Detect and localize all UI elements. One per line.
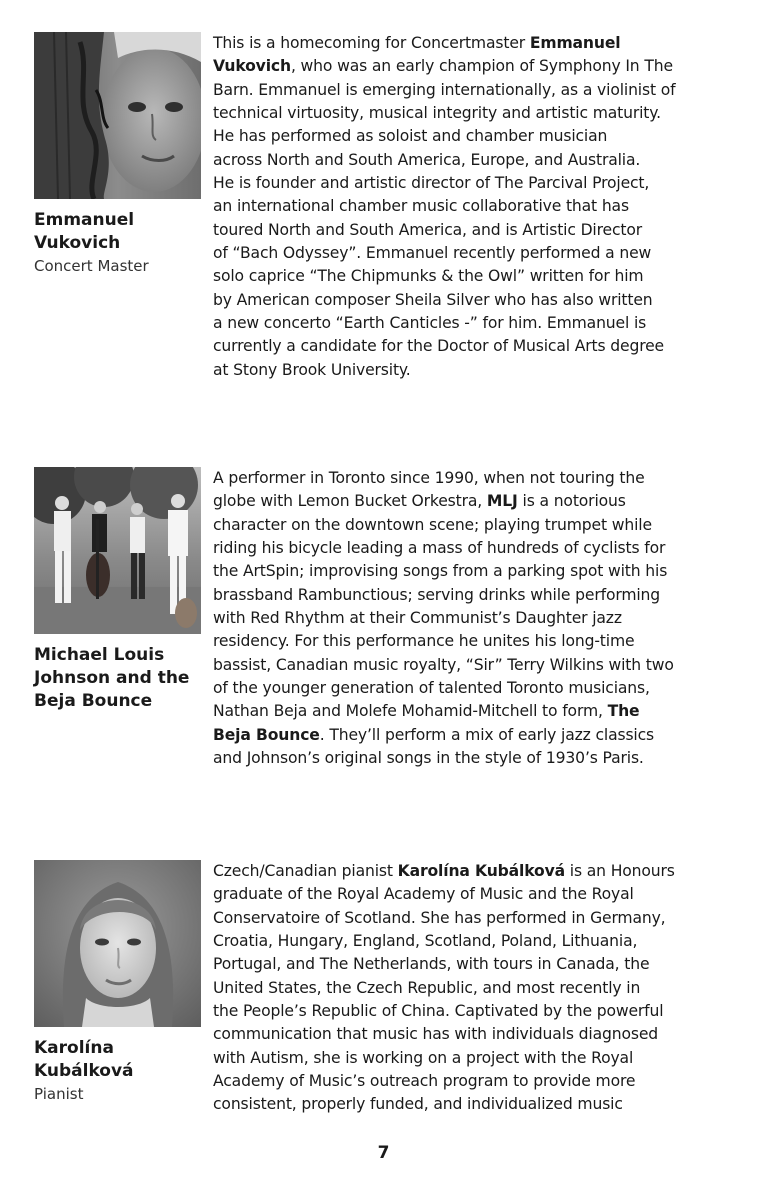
- bio-caption: [34, 644, 204, 713]
- performer-role: Pianist: [34, 1085, 84, 1103]
- bio-caption: [34, 1037, 204, 1105]
- bio-text: [213, 32, 725, 382]
- bio-text-line: of the younger generation of talented Toronto musicians,: [213, 679, 650, 698]
- bio-text-line: brassband Rambunctious; serving drinks while performing: [213, 585, 661, 604]
- page-number: 7: [377, 1143, 390, 1163]
- bio-text-line: character on the downtown scene; playing trumpet while: [213, 515, 652, 534]
- performer-name-line: Karolína: [34, 1038, 114, 1058]
- bold-name-text: Karolína Kubálková: [397, 862, 565, 880]
- bold-name-text: MLJ: [486, 492, 518, 511]
- bio-text-line: an international chamber music collaborative that has: [213, 197, 629, 216]
- bio-text: [213, 860, 725, 1117]
- performer-name-line: Vukovich: [34, 233, 121, 253]
- bold-name-text: Emmanuel: [529, 34, 621, 52]
- bio-text-line: Nathan Beja and Molefe Mohamid-Mitchell to form, The: [213, 702, 640, 721]
- bio-text-line: solo caprice “The Chipmunks & the Owl” written for him: [213, 267, 644, 286]
- bio-text-line: Academy of Music’s outreach program to provide more: [213, 1072, 636, 1091]
- bio-text-line: bassist, Canadian music royalty, “Sir” Terry Wilkins with two: [213, 655, 674, 674]
- bio-text-line: He has performed as soloist and chamber musician: [213, 127, 608, 146]
- bio-text-line: at Stony Brook University.: [213, 360, 411, 379]
- bio-text-line: across North and South America, Europe, and Australia.: [213, 150, 641, 169]
- bio-text-line: by American composer Sheila Silver who has also written: [213, 290, 653, 309]
- bio-text-line: Barn. Emmanuel is emerging internationally, as a violinist of: [213, 80, 676, 99]
- bio-text-line: and Johnson’s original songs in the style of 1930’s Paris.: [213, 749, 644, 768]
- bio-text-line: with Red Rhythm at their Communist’s Daughter jazz: [213, 609, 622, 628]
- bio-text-line: He is founder and artistic director of The Parcival Project,: [213, 174, 650, 193]
- bio-text-line: a new concerto “Earth Canticles -” for him. Emmanuel is: [213, 314, 647, 333]
- bio-text-line: Conservatoire of Scotland. She has performed in Germany,: [213, 908, 666, 927]
- bio-text-line: globe with Lemon Bucket Orkestra, MLJ is a notorious: [213, 492, 626, 511]
- bio-text-line: technical virtuosity, musical integrity and artistic maturity.: [213, 104, 661, 123]
- bio-text-line: communication that music has with individuals diagnosed: [213, 1025, 659, 1044]
- bio-text-line: Vukovich, who was an early champion of Symphony In The: [213, 57, 673, 76]
- bold-name-text: The: [607, 702, 640, 721]
- bio-text-line: consistent, properly funded, and individualized music: [213, 1095, 623, 1114]
- bio-text-line: This is a homecoming for Concertmaster Emmanuel: [213, 34, 621, 52]
- band-group-photo: [34, 467, 201, 634]
- bio-caption: [34, 209, 204, 277]
- bio-text-line: toured North and South America, and is Artistic Director: [213, 220, 643, 239]
- performer-name-line: Beja Bounce: [34, 691, 153, 711]
- bio-text-line: Beja Bounce. They’ll perform a mix of early jazz classics: [213, 725, 655, 744]
- performer-role: Concert Master: [34, 257, 149, 275]
- bio-text-line: United States, the Czech Republic, and most recently in: [213, 978, 641, 997]
- bio-text-line: riding his bicycle leading a mass of hundreds of cyclists for: [213, 539, 666, 558]
- bio-text-line: A performer in Toronto since 1990, when not touring the: [213, 469, 645, 487]
- bio-text-line: currently a candidate for the Doctor of Musical Arts degree: [213, 337, 665, 356]
- performer-name-line: Johnson and the: [34, 668, 190, 688]
- bio-text-line: graduate of the Royal Academy of Music and the Royal: [213, 885, 634, 904]
- bio-text-line: the ArtSpin; improvising songs from a parking spot with his: [213, 562, 668, 581]
- bold-name-text: Beja Bounce: [213, 725, 320, 744]
- performer-name-line: Michael Louis: [34, 645, 165, 665]
- bio-text-line: the People’s Republic of China. Captivated by the powerful: [213, 1002, 664, 1021]
- pianist-portrait-photo: [34, 860, 201, 1027]
- bio-text-line: of “Bach Odyssey”. Emmanuel recently performed a new: [213, 244, 652, 263]
- violinist-portrait-photo: [34, 32, 201, 199]
- bio-text-line: Portugal, and The Netherlands, with tours in Canada, the: [213, 955, 650, 974]
- bio-text-line: Croatia, Hungary, England, Scotland, Poland, Lithuania,: [213, 932, 638, 951]
- bold-name-text: Vukovich: [213, 57, 291, 76]
- bio-text-line: with Autism, she is working on a project with the Royal: [213, 1048, 634, 1067]
- bio-text-line: Czech/Canadian pianist Karolína Kubálková is an Honours: [213, 862, 675, 880]
- bio-text: [213, 467, 725, 770]
- performer-name-line: Kubálková: [34, 1061, 134, 1081]
- performer-name-line: Emmanuel: [34, 210, 135, 230]
- bio-text-line: residency. For this performance he unites his long-time: [213, 632, 635, 651]
